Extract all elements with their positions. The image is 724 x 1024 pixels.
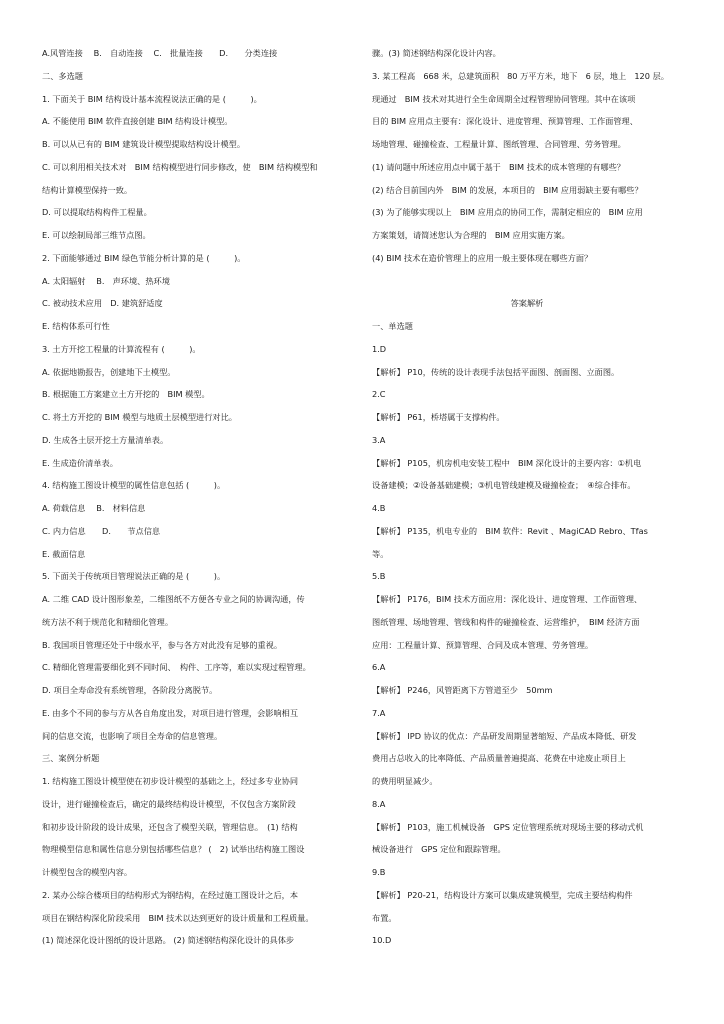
left-text-line: 计模型包含的模型内容。 — [42, 867, 133, 877]
left-text-line: E. 由多个不同的参与方从各自角度出发，对项目进行管理，会影响相互 — [42, 707, 299, 718]
right-text-line: 等。 — [372, 548, 389, 559]
right-text-line: 图纸管理、场地管理、管线和构件的碰撞检查、运营维护， BIM 经济方面 — [372, 616, 640, 627]
right-text-line: 【解析】 P105，机房机电安装工程中 BIM 深化设计的主要内容：①机电 — [372, 457, 642, 468]
left-text-line: 间的信息交流，也影响了项目全寿命的信息管理。 — [42, 730, 223, 741]
right-text-line: 布置。 — [372, 912, 397, 923]
left-text-line: (1) 简述深化设计图纸的设计思路。 (2) 简述钢结构深化设计的具体步 — [42, 935, 295, 946]
left-text-line: B. 我国项目管理还处于中级水平，参与各方对此没有足够的重视。 — [42, 639, 283, 650]
left-text-line: 物理模型信息和属性信息分别包括哪些信息？ ( 2) 试举出结构施工图设 — [42, 844, 305, 855]
left-text-line: 结构计算模型保持一致。 — [42, 184, 133, 195]
left-text-line: 2. 下面能够通过 BIM 绿色节能分析计算的是 ( )。 — [42, 252, 246, 263]
right-text-line: 答案解析 — [510, 298, 544, 309]
left-text-line: E. 截面信息 — [42, 548, 86, 559]
left-text-line: A. 荷载信息 B. 材料信息 — [42, 503, 146, 513]
left-text-line: C. 内力信息 D. 节点信息 — [42, 525, 161, 536]
left-text-line: 1. 结构施工图设计模型使在初步设计模型的基础之上，经过多专业协同 — [42, 776, 299, 786]
right-text-line: 【解析】 P20-21，结构设计方案可以集成建筑模型，完成主要结构构件 — [372, 889, 633, 900]
left-text-line: 三、案例分析题 — [42, 753, 100, 764]
right-text-line: 设备建模；②设备基础建模；③机电管线建模及碰撞检查； ④综合排布。 — [372, 480, 636, 491]
left-text-line: A. 依据地勘报告，创建地下土模型。 — [42, 366, 176, 377]
right-text-line: 【解析】 P10，传统的设计表现手法包括平面图、剖面图、立面图。 — [372, 366, 620, 377]
left-text-line: C. 将土方开挖的 BIM 模型与地质土层模型进行对比。 — [42, 412, 237, 422]
left-text-line: 3. 土方开挖工程量的计算流程有 ( )。 — [42, 343, 201, 354]
right-text-line: 应用：工程量计算、预算管理、合同及成本管理、劳务管理。 — [372, 639, 594, 650]
left-text-line: C. 精细化管理需要细化到不同时间、 构件、工序等，难以实现过程管理。 — [42, 662, 311, 673]
right-text-line: 费用占总收入的比率降低、产品质量普遍提高、花费在中途废止项目上 — [372, 753, 626, 764]
right-text-line: 10.D — [372, 935, 392, 946]
left-text-line: D. 项目全寿命没有系统管理，各阶段分离脱节。 — [42, 685, 218, 695]
left-text-line: C. 可以利用相关技术对 BIM 结构模型进行同步修改，使 BIM 结构模型和 — [42, 161, 318, 172]
right-column — [372, 42, 682, 952]
right-text-line: (2) 结合目前国内外 BIM 的发展，本项目的 BIM 应用弱缺主要有哪些？ — [372, 184, 643, 195]
left-text-line: 4. 结构施工图设计模型的属性信息包括 ( )。 — [42, 480, 226, 491]
left-text-line: E. 生成造价清单表。 — [42, 457, 118, 468]
left-text-line: E. 结构体系可行性 — [42, 321, 110, 331]
right-text-line: 2.C — [372, 389, 386, 400]
right-text-line: 6.A — [372, 662, 386, 673]
right-text-line: 1.D — [372, 343, 387, 354]
left-text-line: B. 可以从已有的 BIM 建筑设计模型提取结构设计模型。 — [42, 139, 246, 149]
right-text-line: 4.B — [372, 503, 386, 513]
left-text-line: D. 可以提取结构构件工程量。 — [42, 207, 152, 218]
left-text-line: E. 可以绘制局部三维节点图。 — [42, 230, 151, 240]
right-text-line: 【解析】 P176，BIM 技术方面应用：深化设计、进度管理、工作面管理、 — [372, 594, 643, 604]
right-text-line: 3.A — [372, 434, 386, 445]
left-text-line: 1. 下面关于 BIM 结构设计基本流程说法正确的是 ( )。 — [42, 93, 262, 104]
right-text-line: 7.A — [372, 707, 386, 718]
left-text-line: 5. 下面关于传统项目管理说法正确的是 ( )。 — [42, 571, 226, 582]
right-text-line: 现通过 BIM 技术对其进行全生命周期全过程管理协同管理。其中在该项 — [372, 93, 636, 104]
right-text-line: 骤。(3) 简述钢结构深化设计内容。 — [372, 48, 501, 58]
left-text-line: A.风管连接 B. 自动连接 C. 批量连接 D. 分类连接 — [42, 48, 278, 58]
right-text-line: (3) 为了能够实现以上 BIM 应用点的协同工作，需制定相应的 BIM 应用 — [372, 207, 643, 218]
right-text-line: 【解析】 P61，桥塔属于支撑构件。 — [372, 412, 505, 422]
right-text-line: (1) 请问题中所述应用点中属于基于 BIM 技术的成本管理的有哪些？ — [372, 161, 625, 172]
right-text-line: 【解析】 P246，风管距离下方管道至少 50mm — [372, 685, 553, 695]
right-text-line: 8.A — [372, 798, 386, 809]
left-text-line: B. 根据施工方案建立土方开挖的 BIM 模型。 — [42, 389, 210, 400]
right-text-line: 方案策划，请简述您认为合理的 BIM 应用实施方案。 — [372, 230, 570, 240]
left-text-line: D. 生成各土层开挖土方量清单表。 — [42, 434, 169, 445]
right-text-line: 【解析】 P103，施工机械设备 GPS 定位管理系统对现场主要的移动式机 — [372, 821, 644, 832]
right-text-line: 9.B — [372, 867, 386, 877]
right-text-line: 械设备进行 GPS 定位和跟踪管理。 — [372, 844, 506, 855]
left-text-line: 设计，进行碰撞检查后，确定的最终结构设计模型，不仅包含方案阶段 — [42, 798, 296, 809]
left-text-line: A. 不能使用 BIM 软件直接创建 BIM 结构设计模型。 — [42, 116, 233, 127]
left-text-line: 2. 某办公综合楼项目的结构形式为钢结构，在经过施工图设计之后，本 — [42, 889, 299, 900]
right-text-line: 一、单选题 — [372, 321, 413, 331]
right-text-line: 【解析】 P135，机电专业的 BIM 软件：Revit 、MagiCAD Rebro、Tfas — [372, 525, 648, 536]
right-text-line: 场地管理、碰撞检查、工程量计算、图纸管理、合同管理、劳务管理。 — [372, 139, 626, 149]
right-text-line: 目的 BIM 应用点主要有：深化设计、进度管理、预算管理、工作面管理、 — [372, 116, 638, 127]
left-text-line: 二、多选题 — [42, 70, 83, 81]
right-text-line: 3. 某工程高 668 米，总建筑面积 80 万平方米，地下 6 层，地上 120 层。 — [372, 70, 669, 81]
left-text-line: A. 太阳辐射 B. 声环境、热环境 — [42, 275, 170, 286]
right-text-line: 的费用明显减少。 — [372, 776, 438, 786]
right-text-line: (4) BIM 技术在造价管理上的应用一般主要体现在哪些方面？ — [372, 252, 593, 263]
left-text-line: A. 二维 CAD 设计图形象差，二维图纸不方便各专业之间的协调沟通，传 — [42, 594, 305, 604]
left-text-line: 统方法不利于规范化和精细化管理。 — [42, 616, 174, 627]
left-text-line: 和初步设计阶段的设计成果，还包含了模型关联，管理信息。 (1) 结构 — [42, 821, 298, 832]
left-column — [42, 42, 348, 952]
left-text-line: 项目在钢结构深化阶段采用 BIM 技术以达到更好的设计质量和工程质量。 — [42, 912, 314, 923]
right-text-line — [372, 270, 682, 293]
right-text-line: 5.B — [372, 571, 386, 582]
left-text-line: C. 被动技术应用 D. 建筑舒适度 — [42, 298, 163, 309]
right-text-line: 【解析】 IPD 协议的优点：产品研发周期显著缩短、产品成本降低、研发 — [372, 730, 637, 741]
